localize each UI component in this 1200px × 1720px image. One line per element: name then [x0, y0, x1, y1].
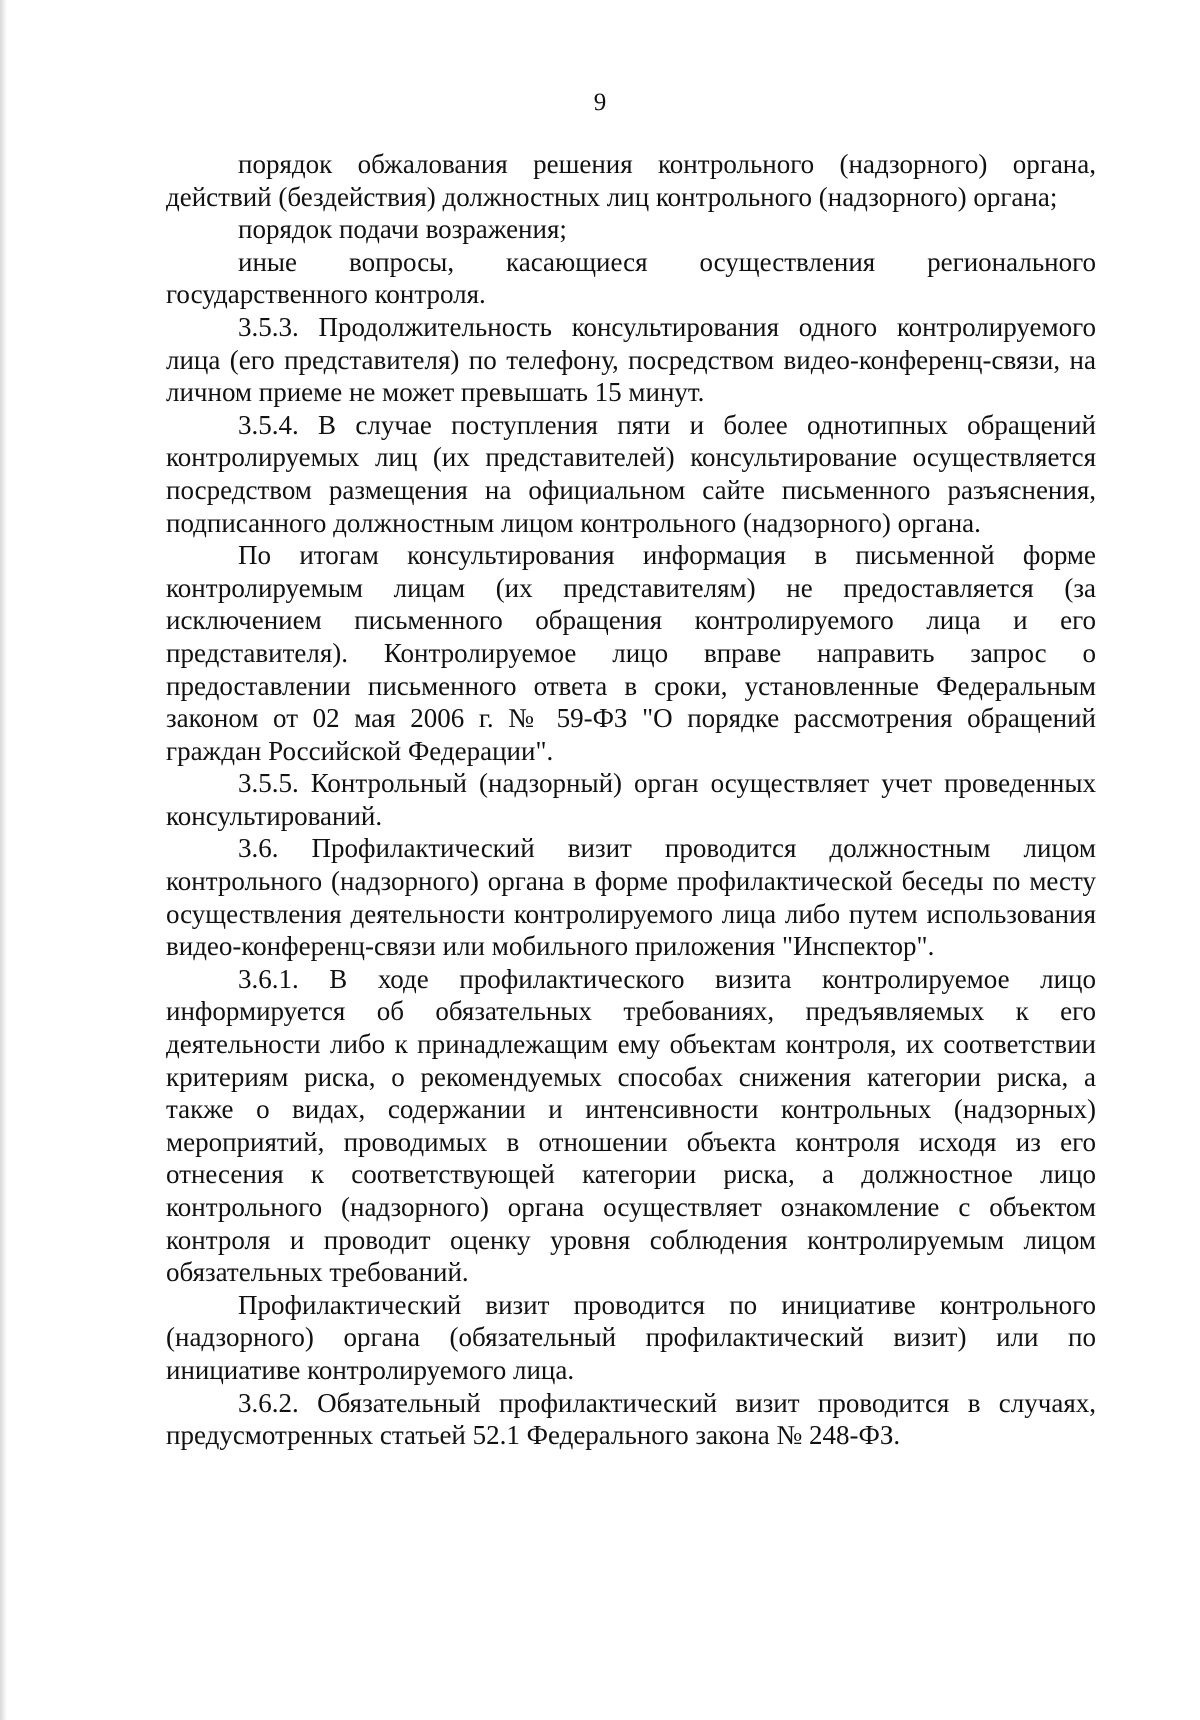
page-number: 9 — [593, 89, 607, 116]
paragraph-consultation-results: По итогам консультирования информация в письменной форме контролируемым лицам (их представителям) не предоставляется (за исключением письменного обращения контролируемого лица и его представителя). Контролируемое лицо вправе направить запрос о предоставлении письменного ответа в сроки, установленные Федеральным законом от 02 мая 2006 г. № 59-ФЗ "О порядке рассмотрения обращений граждан Российской Федерации". — [166, 540, 1096, 766]
paragraph-appeal-procedure: порядок обжалования решения контрольного (надзорного) органа, действий (бездействия) должностных лиц контрольного (надзорного) органа; — [166, 149, 1096, 212]
paragraph-objection-procedure: порядок подачи возражения; — [238, 214, 567, 245]
paragraph-3-6-2: 3.6.2. Обязательный профилактический визит проводится в случаях, предусмотренных статьей 52.1 Федерального закона № 248-ФЗ. — [166, 1387, 1096, 1451]
paragraph-3-6-1: 3.6.1. В ходе профилактического визита контролируемое лицо информируется об обязательных требованиях, предъявляемых к его деятельности либо к принадлежащим ему объектам контроля, их соответствии критериям риска, о рекомендуемых способах снижения категории риска, а также о видах, содержании и интенсивности контрольных (надзорных) мероприятий, проводимых в отношении объекта контроля исходя из его отнесения к соответствующей категории риска, а должностное лицо контрольного (надзорного) органа осуществляет ознакомление с объектом контроля и проводит оценку уровня соблюдения контролируемым лицом обязательных требований. — [166, 963, 1096, 1288]
paragraph-3-5-3: 3.5.3. Продолжительность консультирования одного контролируемого лица (его представителя) по телефону, посредством видео-конференц-связи, на личном приеме не может превышать 15 минут. — [166, 311, 1096, 408]
paragraph-3-5-5: 3.5.5. Контрольный (надзорный) орган осуществляет учет проведенных консультирований. — [166, 768, 1096, 831]
paragraph-visit-initiative: Профилактический визит проводится по инициативе контрольного (надзорного) органа (обязательный профилактический визит) или по инициативе контролируемого лица. — [166, 1289, 1096, 1385]
paragraph-3-5-4: 3.5.4. В случае поступления пяти и более однотипных обращений контролируемых лиц (их представителей) консультирование осуществляется посредством размещения на официальном сайте письменного разъяснения, подписанного должностным лицом контрольного (надзорного) органа. — [166, 409, 1096, 538]
paragraph-other-questions: иные вопросы, касающиеся осуществления регионального государственного контроля. — [166, 246, 1096, 310]
paragraph-3-6: 3.6. Профилактический визит проводится должностным лицом контрольного (надзорного) органа в форме профилактической беседы по месту осуществления деятельности контролируемого лица либо путем использования видео-конференц-связи или мобильного приложения "Инспектор". — [166, 833, 1096, 962]
document-body — [166, 148, 1096, 1452]
scan-edge-shadow — [0, 0, 7, 1720]
